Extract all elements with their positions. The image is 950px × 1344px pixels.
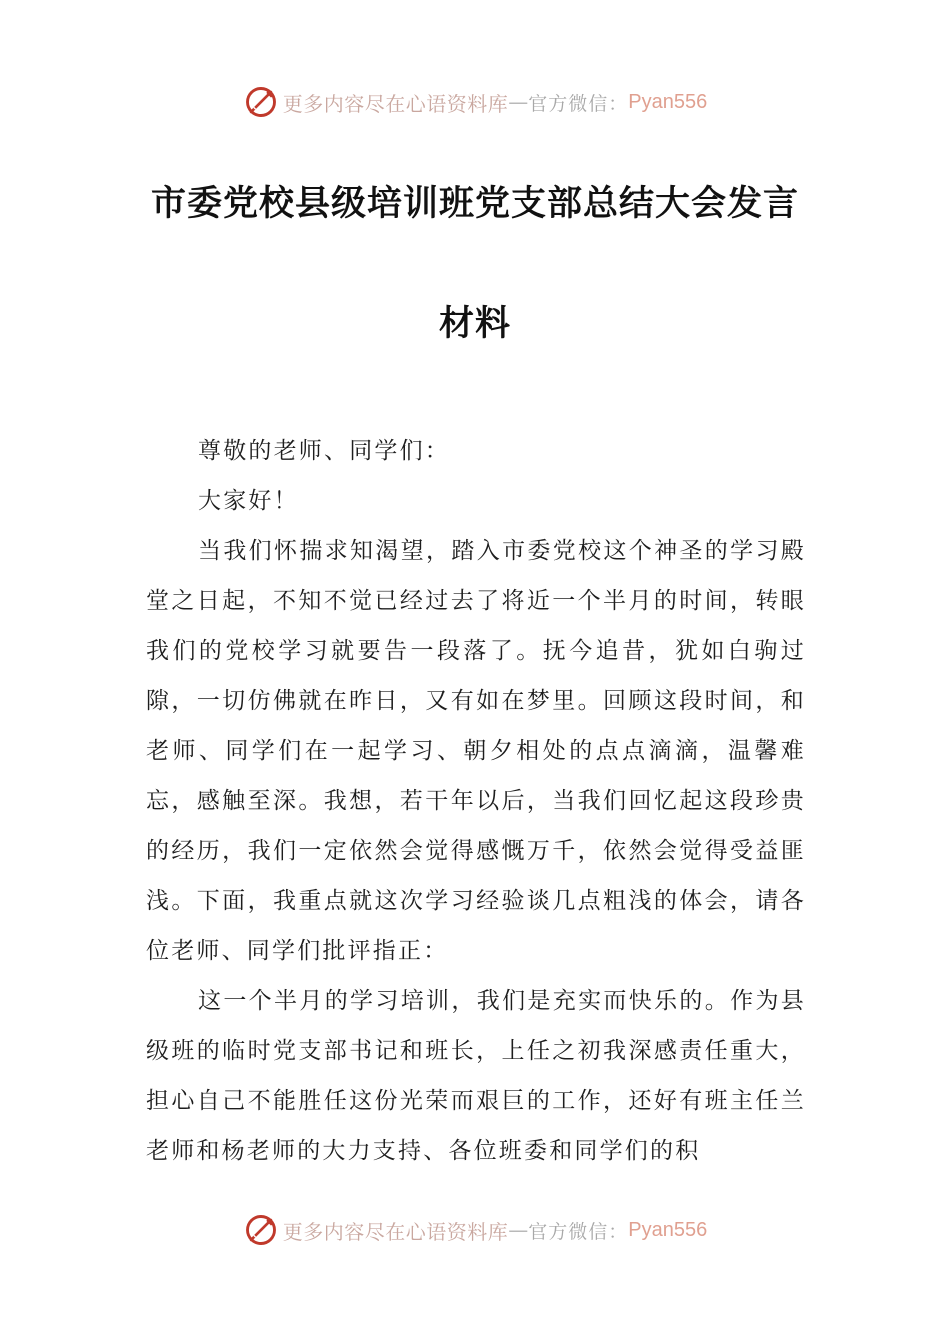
header-wechat-id: Pyan556 (628, 90, 708, 113)
header-wechat-label: 官方微信： (528, 92, 629, 115)
document-body (146, 426, 806, 1176)
footer-wechat-label: 官方微信： (528, 1220, 629, 1243)
pen-nib-logo-icon (243, 84, 279, 120)
body-paragraph: 这一个半月的学习培训，我们是充实而快乐的。作为县级班的临时党支部书记和班长，上任之初我深感责任重大，担心自己不能胜任这份光荣而艰巨的工作，还好有班主任兰老师和杨老师的大力支持、各位班委和同学们的积 (146, 988, 806, 1164)
document-title-line1: 市委党校县级培训班党支部总结大会发言 (150, 183, 799, 224)
header-promo-text: 更多内容尽在心语资料库 (282, 91, 509, 116)
header-separator: — (508, 90, 529, 114)
greeting: 大家好！ (198, 488, 299, 514)
body-paragraph: 当我们怀揣求知渴望，踏入市委党校这个神圣的学习殿堂之日起，不知不觉已经过去了将近一个半月的时间，转眼我们的党校学习就要告一段落了。抚今追昔，犹如白驹过隙，一切仿佛就在昨日，又有如在梦里。回顾这段时间，和老师、同学们在一起学习、朝夕相处的点点滴滴，温馨难忘，感触至深。我想，若干年以后，当我们回忆起这段珍贵的经历，我们一定依然会觉得感慨万千，依然会觉得受益匪浅。下面，我重点就这次学习经验谈几点粗浅的体会，请各位老师、同学们批评指正： (146, 538, 806, 964)
footer-separator: — (508, 1218, 529, 1242)
salutation: 尊敬的老师、同学们： (198, 438, 450, 464)
footer-banner[interactable] (0, 1208, 950, 1252)
footer-wechat-id: Pyan556 (628, 1218, 708, 1241)
footer-promo-text: 更多内容尽在心语资料库 (282, 1219, 509, 1244)
pen-nib-logo-icon (243, 1212, 279, 1248)
document-title-line2: 材料 (438, 303, 511, 344)
header-banner[interactable] (0, 80, 950, 124)
